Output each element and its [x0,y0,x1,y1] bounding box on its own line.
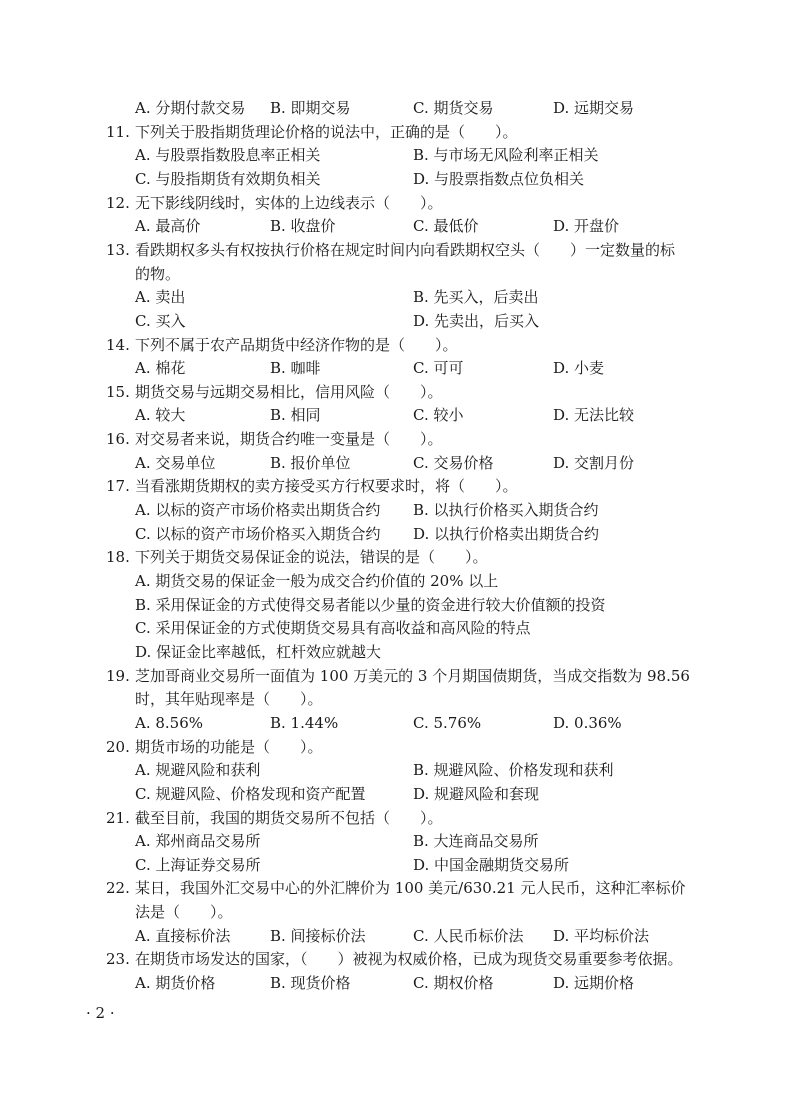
question-stem: 某日，我国外汇交易中心的外汇牌价为 100 美元/630.21 元人民币，这种汇率标价 [135,879,686,897]
answer-option: A. 以标的资产市场价格卖出期货合约 [135,501,381,519]
answer-option: C. 以标的资产市场价格买入期货合约 [135,525,381,543]
answer-option: B. 大连商品交易所 [413,832,539,850]
question-stem: 期货市场的功能是（ ）。 [135,738,323,756]
answer-option: B. 咖啡 [270,359,321,377]
answer-option: C. 规避风险、价格发现和资产配置 [135,785,366,803]
answer-option: D. 规避风险和套现 [413,785,540,803]
question-number: 11. [106,123,130,141]
answer-option: D. 远期价格 [553,974,635,992]
question-stem: 无下影线阴线时，实体的上边线表示（ ）。 [135,194,443,212]
answer-option: D. 中国金融期货交易所 [413,856,570,874]
answer-option: B. 现货价格 [270,974,351,992]
answer-option: A. 8.56% [135,714,204,732]
answer-option: C. 5.76% [413,714,482,732]
question-stem: 下列关于期货交易保证金的说法，错误的是（ ）。 [135,548,488,566]
answer-option: D. 0.36% [553,714,622,732]
answer-option: A. 直接标价法 [135,927,231,945]
answer-option: A. 期货价格 [135,974,216,992]
text-line: 的物。 [135,265,181,283]
answer-option: D. 先卖出，后买入 [413,312,540,330]
question-number: 12. [106,194,130,212]
question-number: 14. [106,336,130,354]
answer-option: D. 小麦 [553,359,605,377]
text-line: 时，其年贴现率是（ ）。 [135,690,323,708]
question-stem: 期货交易与远期交易相比，信用风险（ ）。 [135,383,443,401]
page-number: · 2 · [86,1004,115,1022]
answer-option: B. 收盘价 [270,217,336,235]
answer-option: B. 间接标价法 [270,927,366,945]
answer-option: D. 以执行价格卖出期货合约 [413,525,600,543]
answer-option: A. 分期付款交易 [135,99,246,117]
answer-option: B. 先买入，后卖出 [413,288,539,306]
answer-option: D. 平均标价法 [553,927,650,945]
question-number: 17. [106,477,130,495]
answer-option: D. 远期交易 [553,99,635,117]
answer-option: B. 即期交易 [270,99,351,117]
answer-option: C. 交易价格 [413,454,494,472]
answer-option: C. 最低价 [413,217,479,235]
answer-option: C. 上海证券交易所 [135,856,261,874]
question-stem: 下列关于股指期货理论价格的说法中，正确的是（ ）。 [135,123,518,141]
text-line: B. 采用保证金的方式使得交易者能以少量的资金进行较大价值额的投资 [135,596,606,614]
answer-option: B. 1.44% [270,714,339,732]
answer-option: D. 开盘价 [553,217,620,235]
answer-option: C. 期货交易 [413,99,494,117]
answer-option: D. 无法比较 [553,406,635,424]
question-number: 16. [106,430,130,448]
question-stem: 对交易者来说，期货合约唯一变量是（ ）。 [135,430,443,448]
question-stem: 截至目前，我国的期货交易所不包括（ ）。 [135,809,443,827]
answer-option: A. 规避风险和获利 [135,761,261,779]
question-stem: 当看涨期货期权的卖方接受买方行权要求时，将（ ）。 [135,477,518,495]
text-line: C. 采用保证金的方式使期货交易具有高收益和高风险的特点 [135,619,531,637]
answer-option: A. 卖出 [135,288,186,306]
answer-option: A. 交易单位 [135,454,216,472]
text-line: D. 保证金比率越低，杠杆效应就越大 [135,643,382,661]
answer-option: A. 棉花 [135,359,186,377]
question-number: 13. [106,241,130,259]
text-line: A. 期货交易的保证金一般为成交合约价值的 20% 以上 [135,572,499,590]
answer-option: C. 人民币标价法 [413,927,524,945]
question-number: 23. [106,950,130,968]
answer-option: B. 报价单位 [270,454,351,472]
answer-option: C. 较小 [413,406,464,424]
answer-option: A. 较大 [135,406,186,424]
answer-option: C. 期权价格 [413,974,494,992]
answer-option: A. 郑州商品交易所 [135,832,261,850]
answer-option: D. 与股票指数点位负相关 [413,170,585,188]
question-stem: 在期货市场发达的国家，（ ）被视为权威价格，已成为现货交易重要参考依据。 [135,950,683,968]
question-stem: 看跌期权多头有权按执行价格在规定时间内向看跌期权空头（ ）一定数量的标 [135,241,676,259]
question-number: 18. [106,548,130,566]
answer-option: C. 与股指期货有效期负相关 [135,170,321,188]
answer-option: A. 最高价 [135,217,201,235]
answer-option: C. 可可 [413,359,464,377]
question-stem: 芝加哥商业交易所一面值为 100 万美元的 3 个月期国债期货，当成交指数为 98.56 [135,667,690,685]
text-line: 法是（ ）。 [135,903,233,921]
answer-option: B. 规避风险、价格发现和获利 [413,761,614,779]
answer-option: D. 交割月份 [553,454,635,472]
answer-option: A. 与股票指数股息率正相关 [135,146,321,164]
question-number: 22. [106,879,130,897]
question-number: 21. [106,809,130,827]
question-stem: 下列不属于农产品期货中经济作物的是（ ）。 [135,336,458,354]
question-number: 19. [106,667,130,685]
answer-option: B. 与市场无风险利率正相关 [413,146,599,164]
answer-option: C. 买入 [135,312,186,330]
answer-option: B. 以执行价格买入期货合约 [413,501,599,519]
answer-option: B. 相同 [270,406,321,424]
question-number: 15. [106,383,130,401]
question-number: 20. [106,738,130,756]
